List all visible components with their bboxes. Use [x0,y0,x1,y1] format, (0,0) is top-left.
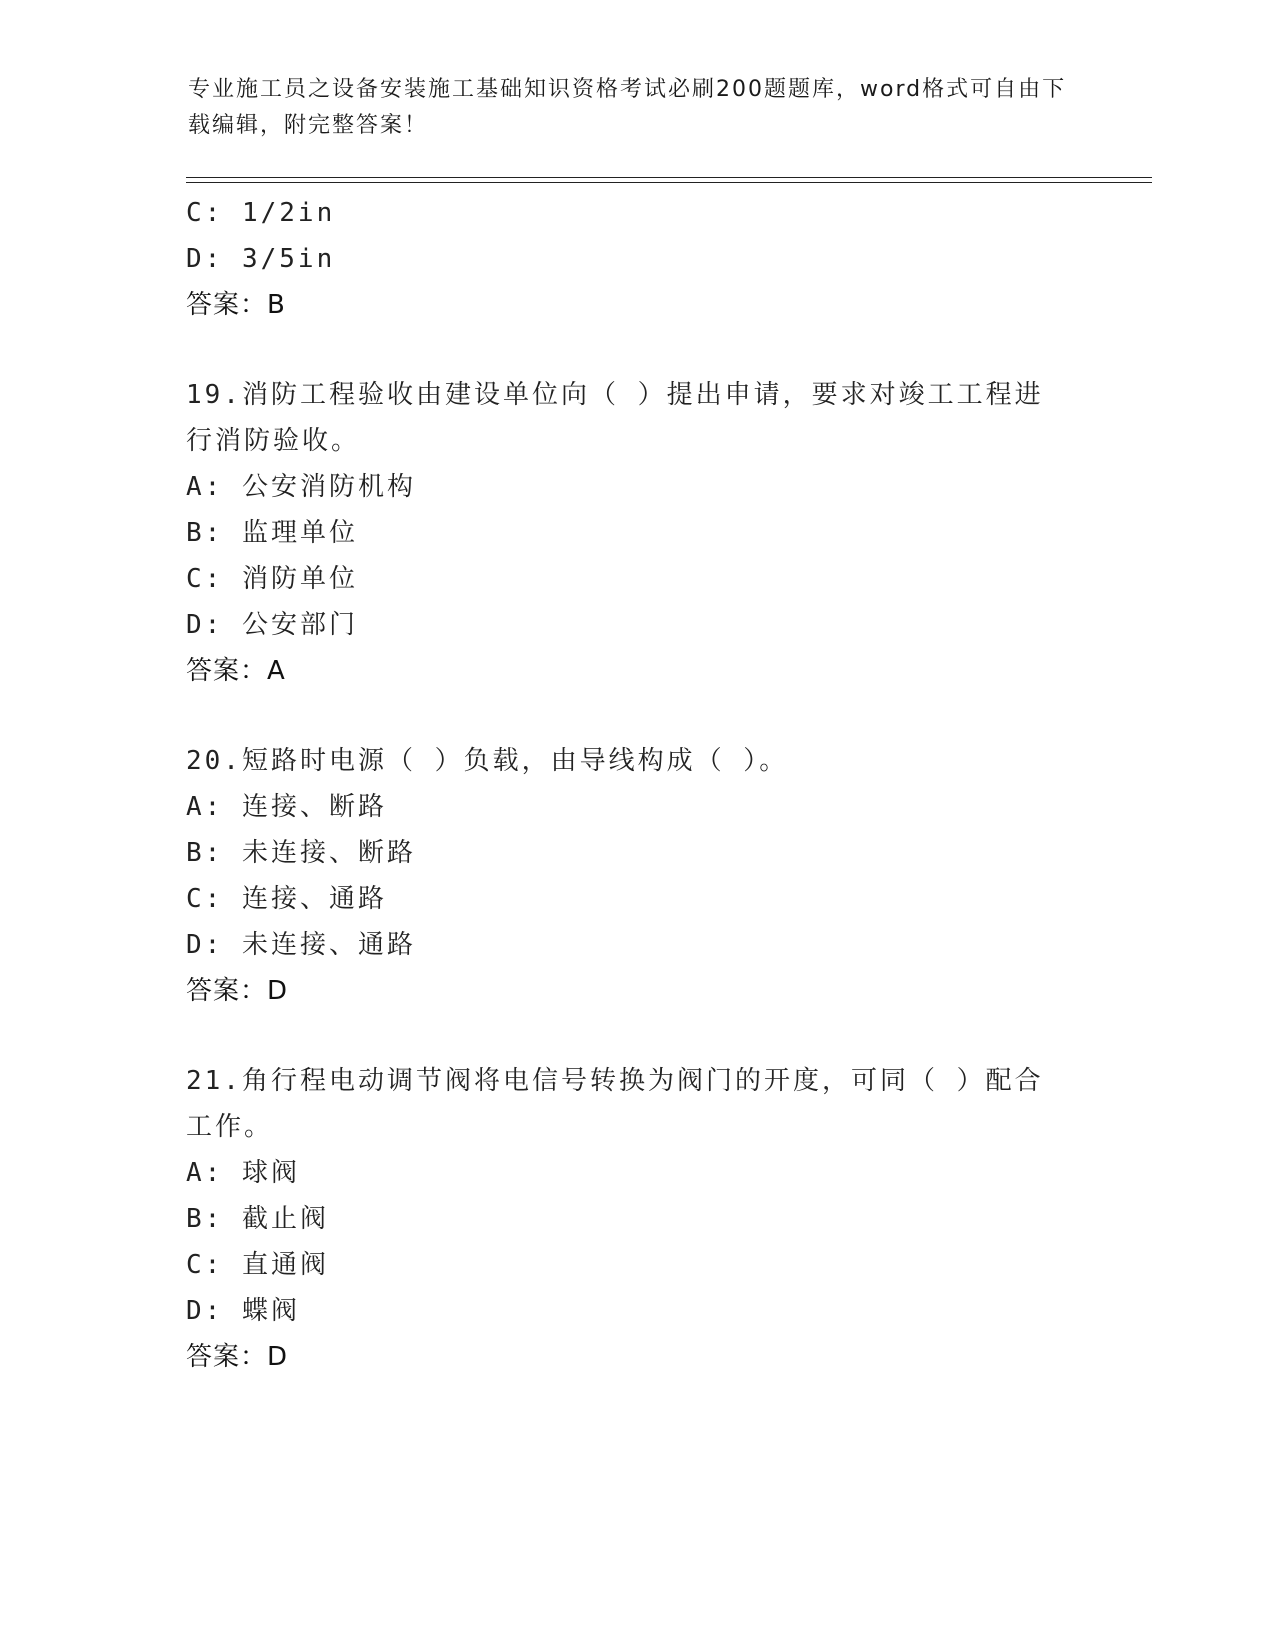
question-text: 21.角行程电动调节阀将电信号转换为阀门的开度，可同（ ）配合工作。 [186,1066,1044,1142]
header-divider-top [186,177,1152,178]
option-c: C: 1/2in [186,198,336,228]
option-b: B: 未连接、断路 [186,838,416,868]
option-a: A: 球阀 [186,1158,300,1188]
answer-label: 答案：B [186,290,286,320]
question-block-20 [186,738,1086,1014]
question-block-18 [186,190,1086,328]
question-text: 20.短路时电源（ ）负载，由导线构成（ ）。 [186,746,789,776]
question-list [186,190,1086,1380]
option-d: D: 公安部门 [186,610,358,640]
question-block-21 [186,1058,1086,1380]
option-c: C: 直通阀 [186,1250,329,1280]
document-header: 专业施工员之设备安装施工基础知识资格考试必刷200题题库，word格式可自由下载编辑，附完整答案！ [188,77,1067,138]
question-block-19 [186,372,1086,694]
question-text: 19.消防工程验收由建设单位向（ ）提出申请，要求对竣工工程进行消防验收。 [186,380,1044,456]
answer-label: 答案：A [186,656,286,686]
option-d: D: 未连接、通路 [186,930,416,960]
header-divider-bottom [186,182,1152,183]
option-b: B: 截止阀 [186,1204,329,1234]
option-d: D: 蝶阀 [186,1296,300,1326]
option-a: A: 连接、断路 [186,792,387,822]
option-d: D: 3/5in [186,244,336,274]
answer-label: 答案：D [186,976,289,1006]
option-b: B: 监理单位 [186,518,358,548]
option-a: A: 公安消防机构 [186,472,416,502]
option-c: C: 连接、通路 [186,884,387,914]
option-c: C: 消防单位 [186,564,358,594]
answer-label: 答案：D [186,1342,289,1372]
